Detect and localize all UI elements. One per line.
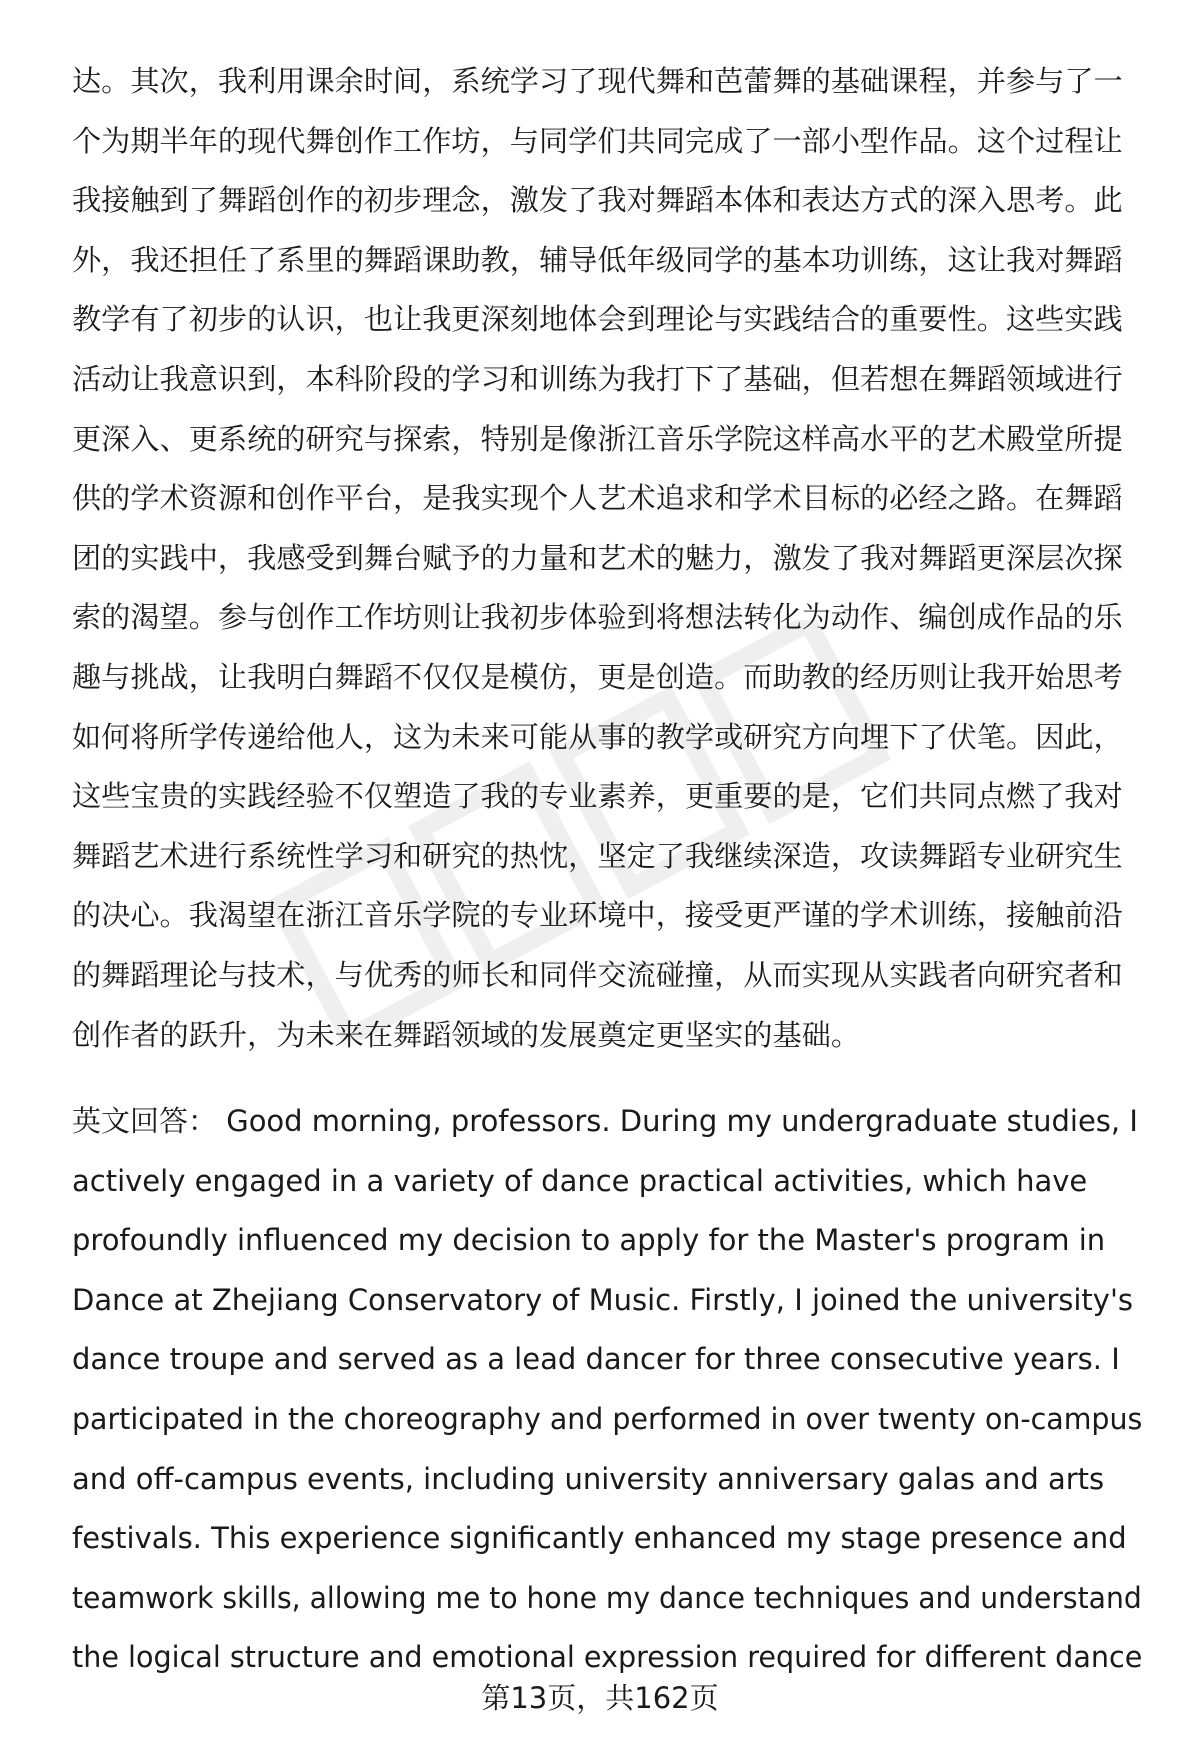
text-line: 个为期半年的现代舞创作工作坊，与同学们共同完成了一部小型作品。这个过程让 xyxy=(72,123,1123,158)
text-line: actively engaged in a variety of dance practical activities, which have xyxy=(72,1163,1088,1198)
text-line: 的舞蹈理论与技术，与优秀的师长和同伴交流碰撞，从而实现从实践者向研究者和 xyxy=(72,957,1123,992)
text-line: and off-campus events, including university anniversary galas and arts xyxy=(72,1461,1105,1496)
text-line: profoundly influenced my decision to apply for the Master's program in xyxy=(72,1223,1106,1258)
text-line: 教学有了初步的认识，也让我更深刻地体会到理论与实践结合的重要性。这些实践 xyxy=(72,302,1123,337)
text-line: 索的渴望。参与创作工作坊则让我初步体验到将想法转化为动作、编创成作品的乐 xyxy=(72,600,1123,635)
text-line: 团的实践中，我感受到舞台赋予的力量和艺术的魅力，激发了我对舞蹈更深层次探 xyxy=(72,540,1123,575)
text-line: 供的学术资源和创作平台，是我实现个人艺术追求和学术目标的必经之路。在舞蹈 xyxy=(72,481,1123,516)
page-indicator: 第13页，共162页 xyxy=(481,1681,719,1715)
text-line: 更深入、更系统的研究与探索，特别是像浙江音乐学院这样高水平的艺术殿堂所提 xyxy=(72,421,1123,456)
english-paragraph xyxy=(72,1092,1142,1688)
text-line: 创作者的跃升，为未来在舞蹈领域的发展奠定更坚实的基础。 xyxy=(72,1017,861,1052)
text-line: 这些宝贵的实践经验不仅塑造了我的专业素养，更重要的是，它们共同点燃了我对 xyxy=(72,779,1123,814)
text-line: festivals. This experience significantly enhanced my stage presence and xyxy=(72,1521,1127,1556)
text-line: 我接触到了舞蹈创作的初步理念，激发了我对舞蹈本体和表达方式的深入思考。此 xyxy=(72,183,1123,218)
text-line: 外，我还担任了系里的舞蹈课助教，辅导低年级同学的基本功训练，这让我对舞蹈 xyxy=(72,242,1123,277)
text-line: 活动让我意识到，本科阶段的学习和训练为我打下了基础，但若想在舞蹈领域进行 xyxy=(72,361,1123,396)
text-line: 达。其次，我利用课余时间，系统学习了现代舞和芭蕾舞的基础课程，并参与了一 xyxy=(72,64,1123,98)
text-line: 趣与挑战，让我明白舞蹈不仅仅是模仿，更是创造。而助教的经历则让我开始思考 xyxy=(72,659,1123,694)
chinese-paragraph xyxy=(72,52,1142,1065)
text-line: participated in the choreography and performed in over twenty on-campus xyxy=(72,1401,1143,1436)
text-line: dance troupe and served as a lead dancer for three consecutive years. I xyxy=(72,1342,1120,1377)
text-line: 舞蹈艺术进行系统性学习和研究的热忱，坚定了我继续深造，攻读舞蹈专业研究生 xyxy=(72,838,1123,873)
text-line: 英文回答： Good morning, professors. During my undergraduate studies, I xyxy=(72,1104,1138,1138)
text-line: Dance at Zhejiang Conservatory of Music. Firstly, I joined the university's xyxy=(72,1282,1134,1317)
text-line: 如何将所学传递给他人，这为未来可能从事的教学或研究方向埋下了伏笔。因此， xyxy=(72,719,1123,754)
text-line: 的决心。我渴望在浙江音乐学院的专业环境中，接受更严谨的学术训练，接触前沿 xyxy=(72,898,1123,933)
text-line: teamwork skills, allowing me to hone my dance techniques and understand xyxy=(72,1580,1142,1615)
text-line: the logical structure and emotional expression required for different dance xyxy=(72,1640,1143,1675)
